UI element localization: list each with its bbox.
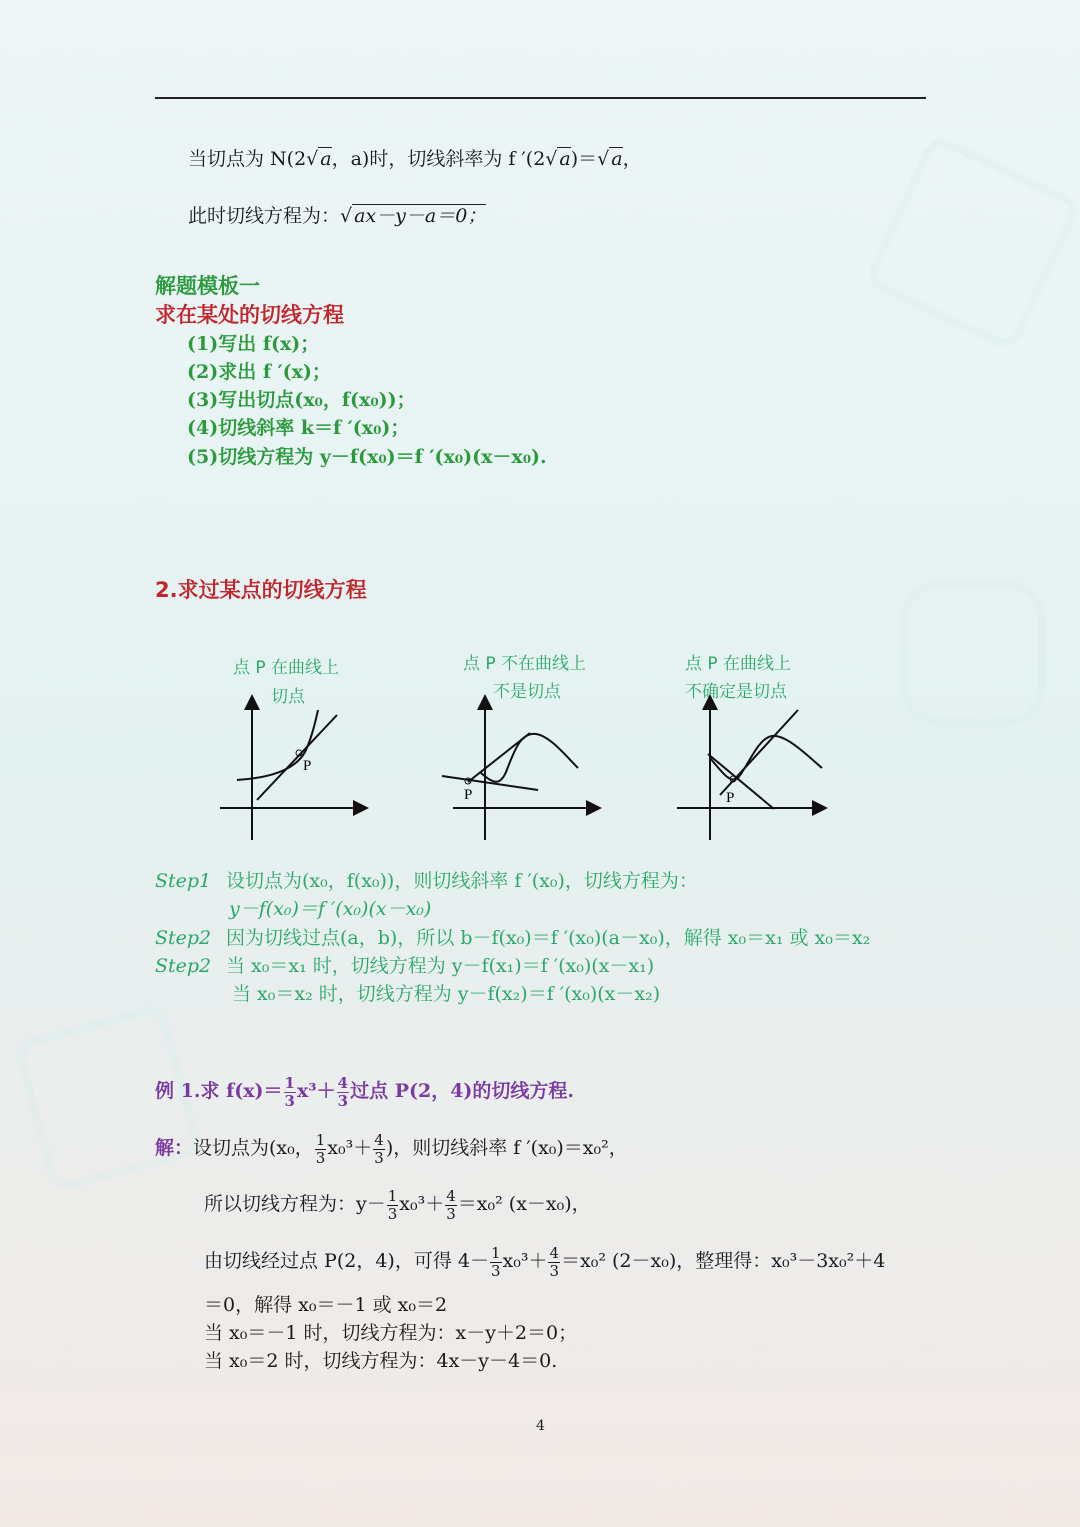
solution-line-6: 当 x₀＝2 时，切线方程为：4x－y－4＝0.: [204, 1350, 558, 1372]
step1-continuation: y－f(x₀)＝f ′(x₀)(x－x₀): [229, 898, 432, 920]
step3-text: 当 x₀＝x₁ 时，切线方程为 y－f(x₁)＝f ′(x₀)(x－x₁): [226, 955, 655, 977]
page-number: 4: [536, 1418, 545, 1434]
template-step: (3)写出切点(x₀，f(x₀))；: [187, 389, 416, 411]
solution-line-4: ＝0，解得 x₀＝－1 或 x₀＝2: [204, 1294, 448, 1316]
sqrt-symbol: √: [545, 148, 558, 170]
denominator: 3: [490, 1261, 501, 1280]
fraction: [387, 1188, 399, 1223]
sqrt-symbol: √: [340, 205, 353, 227]
text: ，: [622, 148, 642, 170]
sqrt-symbol: √: [306, 148, 319, 170]
point-p-label: P: [303, 758, 312, 774]
fraction: [490, 1245, 502, 1280]
text: 当切点为 N(2: [188, 148, 307, 170]
tangent-equation-line: [188, 203, 486, 229]
graph3-caption1: 点 P 在曲线上: [685, 654, 792, 674]
step2-text: 因为切线过点(a，b)，所以 b－f(x₀)＝f ′(x₀)(a－x₀)，解得 x₀＝x₁ 或 x₀＝x₂: [226, 927, 871, 949]
background-decoration: [900, 580, 1046, 726]
template-heading: 解题模板一: [155, 274, 260, 298]
solution-label: 解：: [155, 1137, 194, 1159]
numerator: 4: [549, 1243, 560, 1262]
template-step: (1)写出 f(x)；: [187, 333, 320, 355]
text: ＝x₀² (x－x₀)，: [457, 1193, 591, 1215]
text: )，则切线斜率 f ′(x₀)＝x₀²，: [385, 1137, 628, 1159]
point-p-label: P: [464, 787, 473, 803]
text: 设切点为(x₀，: [193, 1137, 314, 1159]
numerator: 1: [284, 1073, 295, 1092]
denominator: 3: [315, 1148, 326, 1167]
step1-text: 设切点为(x₀，f(x₀))，则切线斜率 f ′(x₀)，切线方程为：: [226, 870, 698, 892]
fraction: [445, 1188, 457, 1223]
denominator: 3: [284, 1091, 295, 1110]
sqrt-symbol: √: [597, 148, 610, 170]
text: x₀³＋: [502, 1250, 548, 1272]
denominator: 3: [387, 1204, 398, 1223]
header-rule: [155, 97, 926, 99]
text: 由切线经过点 P(2，4)，可得 4－: [204, 1250, 489, 1272]
text: ax－y－a＝0；: [354, 205, 487, 227]
step3-label: Step2: [155, 955, 212, 977]
graph2-caption2: 不是切点: [493, 682, 561, 702]
graph3-caption2: 不确定是切点: [685, 682, 787, 702]
denominator: 3: [374, 1148, 384, 1167]
text: a: [611, 148, 623, 170]
point-p-label: P: [726, 790, 735, 806]
fraction: [284, 1075, 296, 1110]
text: x₀³＋: [399, 1193, 445, 1215]
text: ，a)时，切线斜率为 f ′(2: [331, 148, 546, 170]
text: x₀³＋: [327, 1137, 373, 1159]
numerator: 4: [374, 1130, 384, 1149]
denominator: 3: [337, 1091, 349, 1110]
curve: [710, 736, 822, 780]
tangent-line: [257, 715, 337, 800]
text: )＝: [570, 148, 598, 170]
template-step: (5)切线方程为 y－f(x₀)＝f ′(x₀)(x－x₀).: [187, 446, 547, 468]
tangent-diagram-1: [215, 692, 375, 842]
solution-line-2: [204, 1187, 591, 1223]
graph1-caption1: 点 P 在曲线上: [233, 658, 340, 678]
fraction: [315, 1132, 327, 1167]
numerator: 1: [315, 1130, 326, 1149]
denominator: 3: [549, 1261, 560, 1280]
template-step: (4)切线斜率 k＝f ′(x₀)；: [187, 417, 410, 439]
fraction: [373, 1132, 385, 1167]
denominator: 3: [446, 1204, 456, 1223]
solution-line-5: 当 x₀＝－1 时，切线方程为：x－y＋2＝0；: [204, 1322, 578, 1344]
fraction: [337, 1075, 349, 1110]
text: x³＋: [296, 1080, 336, 1102]
example-question: [155, 1074, 574, 1110]
template-subheading: 求在某处的切线方程: [155, 303, 344, 327]
text: 过点 P(2，4)的切线方程.: [350, 1080, 575, 1102]
tangent-slope-line: [188, 146, 642, 172]
step3-continuation: 当 x₀＝x₂ 时，切线方程为 y－f(x₂)＝f ′(x₀)(x－x₂): [232, 983, 661, 1005]
numerator: 4: [337, 1073, 349, 1092]
section-title: 2.求过某点的切线方程: [155, 578, 367, 602]
background-decoration: [863, 133, 1080, 354]
text: 所以切线方程为：y－: [204, 1193, 386, 1215]
tangent-line: [442, 776, 538, 790]
solution-line-3: [204, 1244, 885, 1280]
solution-line-1: [155, 1131, 628, 1167]
numerator: 1: [490, 1243, 501, 1262]
template-step: (2)求出 f ′(x)；: [187, 361, 331, 383]
text: 此时切线方程为：: [188, 205, 341, 227]
graph1-caption2: 切点: [271, 687, 305, 707]
text: a: [320, 148, 332, 170]
graph2-caption1: 点 P 不在曲线上: [463, 654, 587, 674]
curve: [480, 734, 578, 782]
step1-label: Step1: [155, 870, 212, 892]
step2-label: Step2: [155, 927, 212, 949]
tangent-line: [708, 754, 774, 809]
text: ＝x₀² (2－x₀)，整理得：x₀³－3x₀²＋4: [561, 1250, 886, 1272]
tangent-diagram-2: [438, 692, 608, 842]
fraction: [548, 1245, 560, 1280]
text: 例 1.求 f(x)＝: [155, 1080, 283, 1102]
tangent-diagram-3: [662, 692, 832, 842]
line-through-p: [720, 710, 798, 795]
line-through-p: [468, 733, 530, 782]
numerator: 1: [387, 1186, 398, 1205]
numerator: 4: [446, 1186, 456, 1205]
text: a: [559, 148, 571, 170]
